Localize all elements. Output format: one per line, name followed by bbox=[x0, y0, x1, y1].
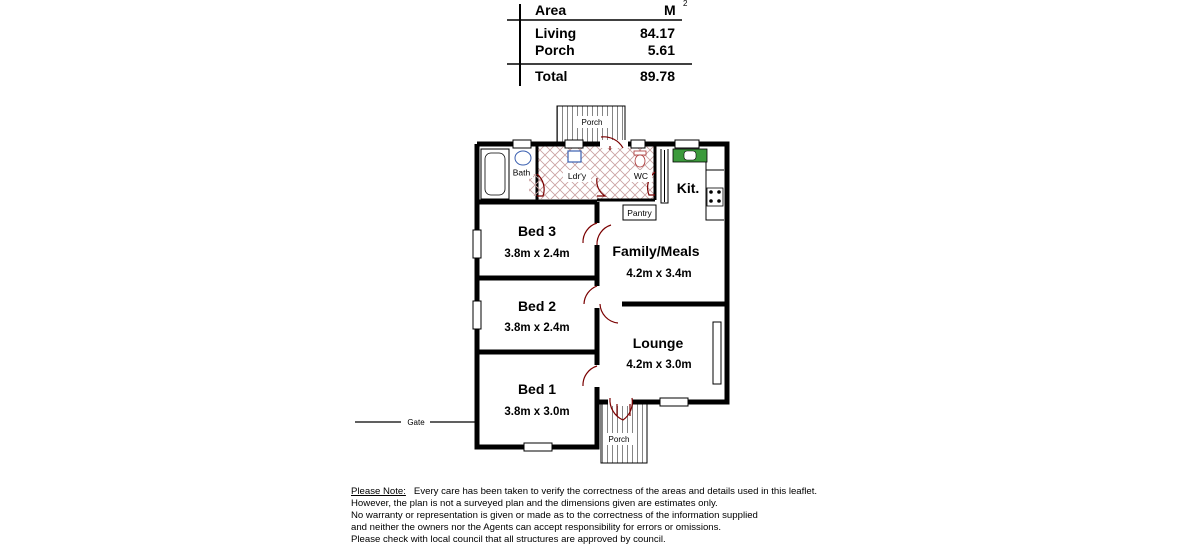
note-heading: Please Note: bbox=[351, 486, 406, 497]
doorway-gap bbox=[600, 301, 622, 308]
laundry-trough bbox=[568, 151, 581, 162]
cooktop bbox=[707, 188, 723, 206]
toilet bbox=[634, 151, 646, 167]
area-header-unit: M bbox=[664, 2, 676, 18]
lounge-dims: 4.2m x 3.0m bbox=[626, 359, 692, 371]
pantry-label: Pantry bbox=[627, 208, 652, 218]
doorway-gap bbox=[600, 140, 628, 148]
porch-top bbox=[557, 106, 625, 144]
bed1-label: Bed 1 bbox=[517, 381, 557, 397]
basin bbox=[515, 151, 531, 165]
window bbox=[524, 443, 552, 451]
area-table bbox=[507, 0, 692, 86]
porch-bottom-label: Porch bbox=[608, 435, 630, 444]
note-line: Every care has been taken to verify the correctness of the areas and details used in this leaflet. bbox=[405, 486, 818, 497]
area-header-unit-sup: 2 bbox=[683, 0, 688, 8]
window bbox=[513, 140, 531, 148]
bed3-dims: 3.8m x 2.4m bbox=[504, 248, 570, 260]
doorway-gap bbox=[608, 398, 632, 406]
area-row-label: Living bbox=[535, 25, 577, 41]
window bbox=[675, 140, 699, 148]
pantry bbox=[623, 205, 656, 220]
gate-label: Gate bbox=[407, 418, 425, 427]
window bbox=[713, 322, 721, 384]
family-meals-dims: 4.2m x 3.4m bbox=[626, 268, 692, 280]
area-total-value: 89.78 bbox=[639, 68, 675, 84]
porch-top-label: Porch bbox=[581, 118, 603, 127]
area-total-label: Total bbox=[535, 68, 568, 84]
note-line: However, the plan is not a surveyed plan and the dimensions given are estimates only. bbox=[351, 498, 718, 510]
porch-bottom bbox=[601, 402, 647, 463]
bed3-label: Bed 3 bbox=[517, 223, 557, 239]
doorway-gap bbox=[594, 365, 601, 387]
bed1-dims: 3.8m x 3.0m bbox=[504, 406, 570, 418]
family-meals-label: Family/Meals bbox=[612, 243, 700, 259]
note-line: Please check with local council that all structures are approved by council. bbox=[351, 534, 666, 546]
kitchen-sink bbox=[673, 149, 707, 162]
lounge-label: Lounge bbox=[632, 335, 684, 351]
note-line: and neither the owners nor the Agents can accept responsibility for errors or omissions. bbox=[351, 522, 722, 534]
bath-label: Bath bbox=[512, 167, 531, 178]
window bbox=[565, 140, 583, 148]
kitchen-label: Kit. bbox=[676, 180, 700, 196]
window bbox=[473, 230, 481, 258]
bed2-label: Bed 2 bbox=[517, 298, 557, 314]
area-header-label: Area bbox=[535, 2, 567, 18]
note-line: No warranty or representation is given or made as to the correctness of the information supplied bbox=[351, 510, 758, 522]
window bbox=[660, 398, 688, 406]
laundry-label: Ldr'y bbox=[567, 171, 587, 181]
area-row-label: Porch bbox=[535, 42, 575, 58]
wc-label: WC bbox=[633, 171, 649, 181]
area-row-value: 84.17 bbox=[639, 25, 675, 41]
gate bbox=[355, 418, 477, 427]
area-row-value: 5.61 bbox=[647, 42, 675, 58]
disclaimer-note bbox=[351, 486, 817, 546]
bed2-dims: 3.8m x 2.4m bbox=[504, 322, 570, 334]
bath-tub bbox=[481, 149, 509, 199]
window bbox=[473, 301, 481, 329]
window bbox=[631, 140, 645, 148]
